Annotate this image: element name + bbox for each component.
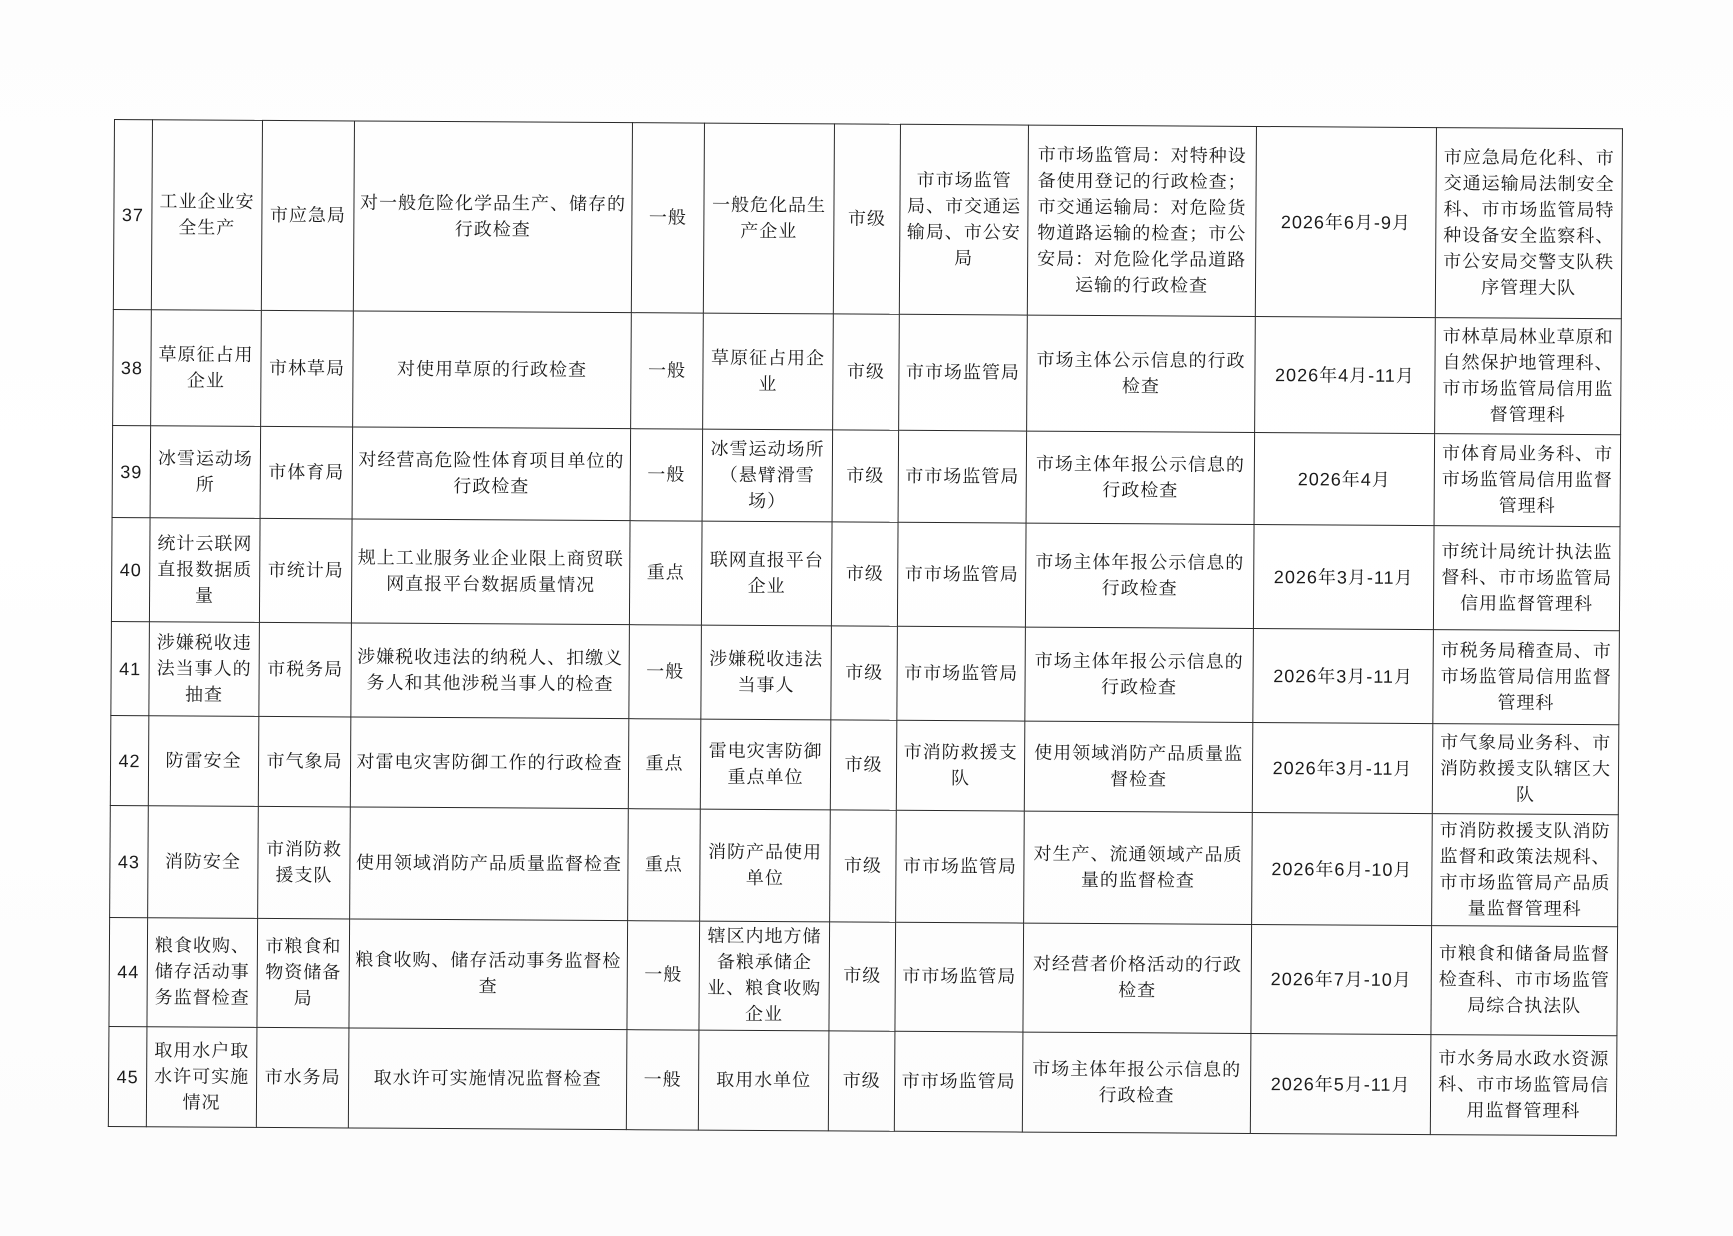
inspection-tier: 市级 — [833, 314, 900, 430]
contact-unit: 市体育局业务科、市市场监管局信用监督管理科 — [1434, 434, 1621, 527]
lead-department: 市林草局 — [261, 310, 354, 427]
inspection-target: 冰雪运动场所（悬臂滑雪场） — [702, 429, 833, 522]
inspection-period: 2026年4月-11月 — [1255, 316, 1436, 433]
lead-department: 市水务局 — [256, 1027, 349, 1128]
contact-unit: 市林草局林业草原和自然保护地管理科、市市场监管局信用监督管理科 — [1435, 318, 1622, 435]
joint-department: 市市场监管局、市交通运输局、市公安局 — [899, 124, 1028, 315]
table-row — [110, 805, 1619, 926]
inspection-tier: 市级 — [832, 430, 899, 522]
inspection-level: 一般 — [629, 625, 702, 719]
joint-content: 对生产、流通领域产品质量的监督检查 — [1024, 811, 1253, 924]
inspection-target: 消防产品使用单位 — [700, 809, 831, 922]
inspection-target: 取用水单位 — [698, 1030, 829, 1131]
row-number: 37 — [113, 120, 152, 310]
joint-content: 市场主体公示信息的行政检查 — [1027, 315, 1256, 432]
inspection-level: 一般 — [631, 123, 704, 313]
inspection-content: 粮食收购、储存活动事务监督检查 — [349, 919, 628, 1030]
inspection-period: 2026年6月-9月 — [1255, 126, 1436, 317]
inspection-content: 对一般危险化学品生产、储存的行政检查 — [353, 121, 632, 313]
inspection-content: 涉嫌税收违法的纳税人、扣缴义务人和其他涉税当事人的检查 — [351, 623, 630, 719]
inspection-item: 工业企业安全生产 — [151, 120, 262, 311]
row-number: 38 — [113, 309, 152, 425]
row-number: 43 — [110, 805, 149, 917]
joint-content: 市场主体年报公示信息的行政检查 — [1025, 523, 1254, 628]
inspection-tier: 市级 — [830, 720, 897, 810]
inspection-content: 对使用草原的行政检查 — [353, 311, 632, 429]
inspection-tier: 市级 — [831, 626, 898, 720]
lead-department: 市税务局 — [259, 622, 352, 717]
joint-department: 市市场监管局 — [897, 626, 1026, 721]
inspection-target: 草原征占用企业 — [703, 313, 834, 430]
lead-department: 市体育局 — [260, 426, 353, 519]
joint-content: 对经营者价格活动的行政检查 — [1023, 923, 1252, 1033]
inspection-item: 粮食收购、储存活动事务监督检查 — [147, 918, 258, 1028]
inspection-target: 涉嫌税收违法当事人 — [701, 625, 832, 720]
joint-content: 市市场监管局：对特种设备使用登记的行政检查；市交通运输局：对危险货物道路运输的检查；市公安局：对危险化学品道路运输的行政检查 — [1027, 125, 1256, 316]
row-number: 39 — [112, 425, 151, 517]
inspection-tier: 市级 — [828, 1031, 895, 1131]
inspection-content: 规上工业服务业企业限上商贸联网直报平台数据质量情况 — [351, 519, 630, 625]
row-number: 40 — [111, 517, 150, 621]
row-number: 42 — [110, 715, 149, 805]
inspection-item: 统计云联网直报数据质量 — [149, 518, 260, 623]
inspection-target: 一般危化品生产企业 — [703, 123, 834, 314]
inspection-plan-table — [108, 119, 1623, 1136]
joint-content: 市场主体年报公示信息的行政检查 — [1022, 1032, 1251, 1133]
contact-unit: 市粮食和储备局监督检查科、市市场监管局综合执法队 — [1431, 926, 1618, 1036]
table-row — [111, 517, 1620, 630]
lead-department: 市应急局 — [261, 120, 354, 311]
inspection-item: 冰雪运动场所 — [150, 426, 261, 519]
joint-department: 市市场监管局 — [898, 430, 1027, 523]
contact-unit: 市统计局统计执法监督科、市市场监管局信用监督管理科 — [1433, 526, 1620, 631]
inspection-item: 取用水户取水许可实施情况 — [146, 1027, 257, 1128]
inspection-target: 雷电灾害防御重点单位 — [700, 719, 831, 810]
joint-content: 使用领域消防产品质量监督检查 — [1024, 721, 1253, 812]
inspection-period: 2026年7月-10月 — [1251, 924, 1432, 1034]
joint-department: 市市场监管局 — [899, 314, 1028, 431]
inspection-level: 一般 — [626, 1030, 699, 1130]
joint-department: 市市场监管局 — [894, 1031, 1023, 1132]
joint-department: 市消防救援支队 — [896, 720, 1025, 811]
inspection-period: 2026年3月-11月 — [1252, 722, 1433, 813]
inspection-period: 2026年6月-10月 — [1252, 812, 1433, 925]
inspection-content: 取水许可实施情况监督检查 — [348, 1028, 627, 1130]
inspection-level: 一般 — [627, 921, 700, 1030]
table-row — [108, 1026, 1617, 1135]
inspection-tier: 市级 — [830, 810, 897, 922]
table-row — [109, 917, 1618, 1035]
row-number: 45 — [108, 1026, 147, 1126]
inspection-item: 防雷安全 — [148, 716, 259, 807]
inspection-tier: 市级 — [831, 522, 898, 626]
row-number: 44 — [109, 917, 148, 1026]
joint-content: 市场主体年报公示信息的行政检查 — [1026, 431, 1255, 524]
joint-department: 市市场监管局 — [897, 522, 1026, 627]
row-number: 41 — [111, 621, 150, 715]
inspection-target: 联网直报平台企业 — [701, 521, 832, 626]
lead-department: 市粮食和物资储备局 — [257, 918, 350, 1028]
inspection-tier: 市级 — [833, 124, 900, 314]
contact-unit: 市水务局水政水资源科、市市场监管局信用监督管理科 — [1430, 1035, 1617, 1136]
inspection-level: 一般 — [631, 313, 704, 429]
inspection-item: 涉嫌税收违法当事人的抽查 — [149, 622, 260, 717]
contact-unit: 市应急局危化科、市交通运输局法制安全科、市市场监管局特种设备安全监察科、市公安局交警支队秩序管理大队 — [1435, 128, 1622, 319]
inspection-item: 草原征占用企业 — [151, 310, 262, 427]
lead-department: 市气象局 — [258, 716, 351, 807]
joint-department: 市市场监管局 — [895, 922, 1024, 1032]
inspection-period: 2026年3月-11月 — [1253, 524, 1434, 629]
inspection-item: 消防安全 — [148, 806, 259, 919]
joint-department: 市市场监管局 — [896, 810, 1025, 923]
inspection-level: 重点 — [628, 809, 701, 921]
table-row — [113, 120, 1622, 319]
inspection-tier: 市级 — [829, 922, 896, 1031]
inspection-period: 2026年5月-11月 — [1250, 1033, 1431, 1134]
lead-department: 市消防救援支队 — [258, 806, 351, 919]
contact-unit: 市气象局业务科、市消防救援支队辖区大队 — [1432, 724, 1619, 815]
contact-unit: 市税务局稽查局、市市场监管局信用监督管理科 — [1433, 630, 1620, 725]
table-row — [111, 621, 1620, 724]
inspection-level: 一般 — [630, 429, 703, 521]
inspection-period: 2026年4月 — [1254, 432, 1435, 525]
inspection-content: 使用领域消防产品质量监督检查 — [350, 807, 629, 921]
table-row — [113, 309, 1622, 434]
inspection-level: 重点 — [629, 521, 702, 625]
contact-unit: 市消防救援支队消防监督和政策法规科、市市场监管局产品质量监督管理科 — [1432, 814, 1619, 927]
lead-department: 市统计局 — [259, 518, 352, 623]
inspection-content: 对雷电灾害防御工作的行政检查 — [350, 717, 629, 809]
inspection-target: 辖区内地方储备粮承储企业、粮食收购企业 — [699, 921, 830, 1031]
inspection-period: 2026年3月-11月 — [1253, 628, 1434, 723]
table-row — [112, 425, 1621, 526]
table-row — [110, 715, 1619, 814]
inspection-level: 重点 — [628, 719, 701, 809]
inspection-content: 对经营高危险性体育项目单位的行政检查 — [352, 427, 631, 521]
joint-content: 市场主体年报公示信息的行政检查 — [1025, 627, 1254, 722]
